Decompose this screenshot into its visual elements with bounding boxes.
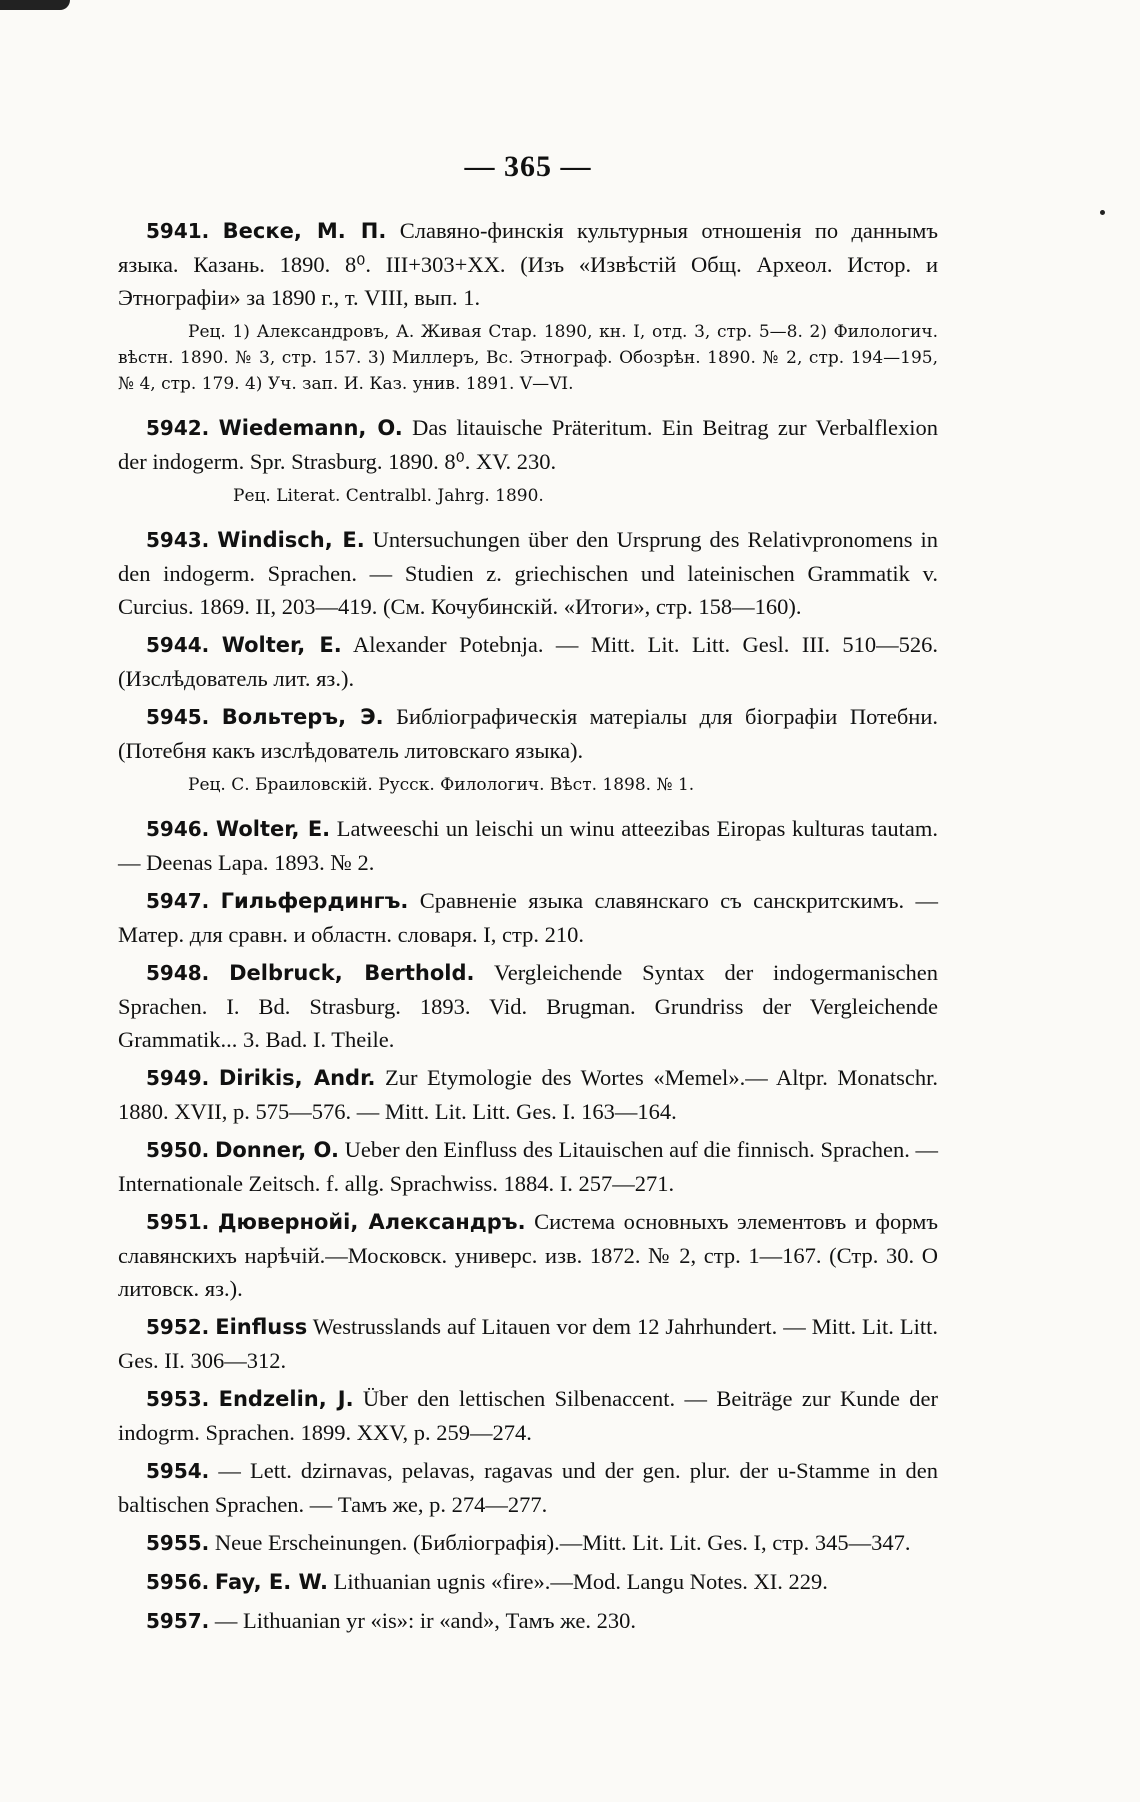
entry-author: Windisch, E.	[217, 528, 365, 552]
entry-text: Zur Etymologie des Wortes «Memel».— Altpr. Monatschr. 1880. XVII, p. 575—576. — Mitt. Lit. Litt. Ges. I. 163—164.	[118, 1065, 939, 1124]
entry-text: Westrusslands auf Litauen vor dem 12 Jahrhundert. — Mitt. Lit. Litt. Ges. II. 306—312.	[118, 1314, 939, 1373]
entry-number: 5952.	[146, 1315, 210, 1339]
entry-text: Славяно-финскія культурныя отношенія по даннымъ языка. Казань. 1890. 8⁰. III+303+XX. (Изъ «Извѣстій Общ. Археол. Истор. и Этнографіи» за 1890 г., т. VIII, вып. 1.	[118, 218, 938, 310]
review-5941	[118, 319, 938, 397]
entry-author: Delbruck, Berthold.	[229, 961, 475, 985]
entry-author: Дювернойі, Александръ.	[217, 1210, 526, 1234]
entry-number: 5947.	[146, 889, 210, 913]
entry-text: Über den lettischen Silbenaccent. — Beiträge zur Kunde der indogrm. Sprachen. 1899. XXV, p. 259—274.	[118, 1386, 938, 1445]
entry-text: Untersuchungen über den Ursprung des Relativpronomens in den indogerm. Sprachen. — Studien z. griechischen und lateinischen Grammatik v. Curcius. 1869. II, 203—419. (См. Кочубинскій. «Итоги», стр. 158—160).	[118, 527, 938, 619]
document-page	[118, 150, 938, 1643]
bib-entry-5943	[118, 523, 938, 623]
scan-speck	[1100, 210, 1105, 215]
entry-author: Wiedemann, O.	[218, 416, 403, 440]
bib-entry-5953	[118, 1382, 938, 1449]
bib-entry-5945	[118, 700, 938, 767]
entry-text: Neue Erscheinungen. (Библіографія).—Mitt. Lit. Lit. Ges. I, стр. 345—347.	[214, 1530, 911, 1555]
bib-entry-5952	[118, 1310, 938, 1377]
bib-entry-5949	[118, 1061, 938, 1128]
entry-author: Einfluss	[215, 1315, 308, 1339]
review-text: Рец. 1) Александровъ, А. Живая Стар. 1890, кн. I, отд. 3, стр. 5—8. 2) Филологич. вѣстн. 1890. № 3, стр. 157. 3) Миллеръ, Вс. Этнограф. Обозрѣн. 1890. № 2, стр. 194—195, № 4, стр. 179. 4) Уч. зап. И. Каз. унив. 1891. V—VI.	[118, 322, 938, 394]
entry-number: 5945.	[146, 705, 210, 729]
entry-author: Donner, O.	[214, 1138, 339, 1162]
entry-number: 5943.	[146, 528, 210, 552]
bib-entry-5948	[118, 956, 938, 1056]
bib-entry-5956	[118, 1565, 938, 1599]
bib-entry-5946	[118, 812, 938, 879]
bib-entry-5941	[118, 214, 938, 314]
entry-author: Fay, E. W.	[214, 1570, 328, 1594]
entry-text: Сравненіе языка славянскаго съ санскритскимъ. — Матер. для сравн. и областн. словаря. I, стр. 210.	[118, 888, 938, 947]
bib-entry-5957	[118, 1604, 938, 1638]
bib-entry-5942	[118, 411, 938, 478]
entry-text: — Lett. dzirnavas, pelavas, ragavas und der gen. plur. der u-Stamme in den baltischen Sprachen. — Тамъ же, р. 274—277.	[118, 1458, 938, 1517]
entry-author: Вольтеръ, Э.	[221, 705, 384, 729]
entry-number: 5956.	[146, 1570, 210, 1594]
entry-text: Ueber den Einfluss des Litauischen auf die finnisch. Sprachen. — Internationale Zeitsch. f. allg. Sprachwiss. 1884. I. 257—271.	[118, 1137, 938, 1196]
entry-text: Lithuanian ugnis «fire».—Mod. Langu Notes. XI. 229.	[327, 1569, 828, 1594]
entry-text: Vergleichende Syntax der indogermanischen Sprachen. I. Bd. Strasburg. 1893. Vid. Brugman. Grundriss der Vergleichende Grammatik... 3. Bad. I. Theile.	[118, 960, 938, 1052]
entry-author: Dirikis, Andr.	[218, 1066, 376, 1090]
scan-mark	[0, 0, 70, 10]
entry-number: 5941.	[146, 219, 210, 243]
bib-entry-5950	[118, 1133, 938, 1200]
entry-author: Wolter, E.	[221, 633, 342, 657]
entry-number: 5942.	[146, 416, 210, 440]
bib-entry-5955	[118, 1526, 938, 1560]
entry-number: 5955.	[146, 1531, 210, 1555]
entry-text: Библіографическія матеріалы для біографіи Потебни. (Потебня какъ изслѣдователь литовскаго языка).	[118, 704, 938, 763]
entry-number: 5953.	[146, 1387, 210, 1411]
entry-text: Latweeschi un leischi un winu atteezibas Eiropas kulturas tautam. — Deenas Lapa. 1893. № 2.	[118, 816, 938, 875]
entry-number: 5954.	[146, 1459, 210, 1483]
bib-entry-5954	[118, 1454, 938, 1521]
entry-number: 5944.	[146, 633, 210, 657]
entry-text: Das litauische Präteritum. Ein Beitrag zur Verbalflexion der indogerm. Spr. Strasburg. 1890. 8⁰. XV. 230.	[118, 415, 939, 474]
entry-text: Система основныхъ элементовъ и формъ славянскихъ нарѣчій.—Московск. универс. изв. 1872. № 2, стр. 1—167. (Стр. 30. О литовск. яз.).	[118, 1209, 938, 1301]
entry-number: 5949.	[146, 1066, 210, 1090]
bib-entry-5944	[118, 628, 938, 695]
entry-number: 5948.	[146, 961, 210, 985]
review-5945: Рец. С. Браиловскій. Русск. Филологич. Вѣст. 1898. № 1.	[188, 775, 695, 795]
entry-number: 5946.	[146, 817, 210, 841]
entry-author: Endzelin, J.	[218, 1387, 354, 1411]
entry-number: 5951.	[146, 1210, 210, 1234]
page-number: — 365 —	[464, 150, 592, 183]
entry-text: Alexander Potebnja. — Mitt. Lit. Litt. Gesl. III. 510—526. (Изслѣдователь лит. яз.).	[118, 632, 939, 691]
entry-author: Веске, М. П.	[222, 219, 387, 243]
entry-number: 5957.	[146, 1609, 210, 1633]
entry-author: Wolter, E.	[215, 817, 331, 841]
entry-text: — Lithuanian yr «is»: ir «and», Тамъ же. 230.	[214, 1608, 636, 1633]
entry-number: 5950.	[146, 1138, 210, 1162]
entry-author: Гильфердингъ.	[220, 889, 409, 913]
bib-entry-5947	[118, 884, 938, 951]
review-5942: Рец. Literat. Centralbl. Jahrg. 1890.	[233, 486, 544, 506]
bib-entry-5951	[118, 1205, 938, 1305]
